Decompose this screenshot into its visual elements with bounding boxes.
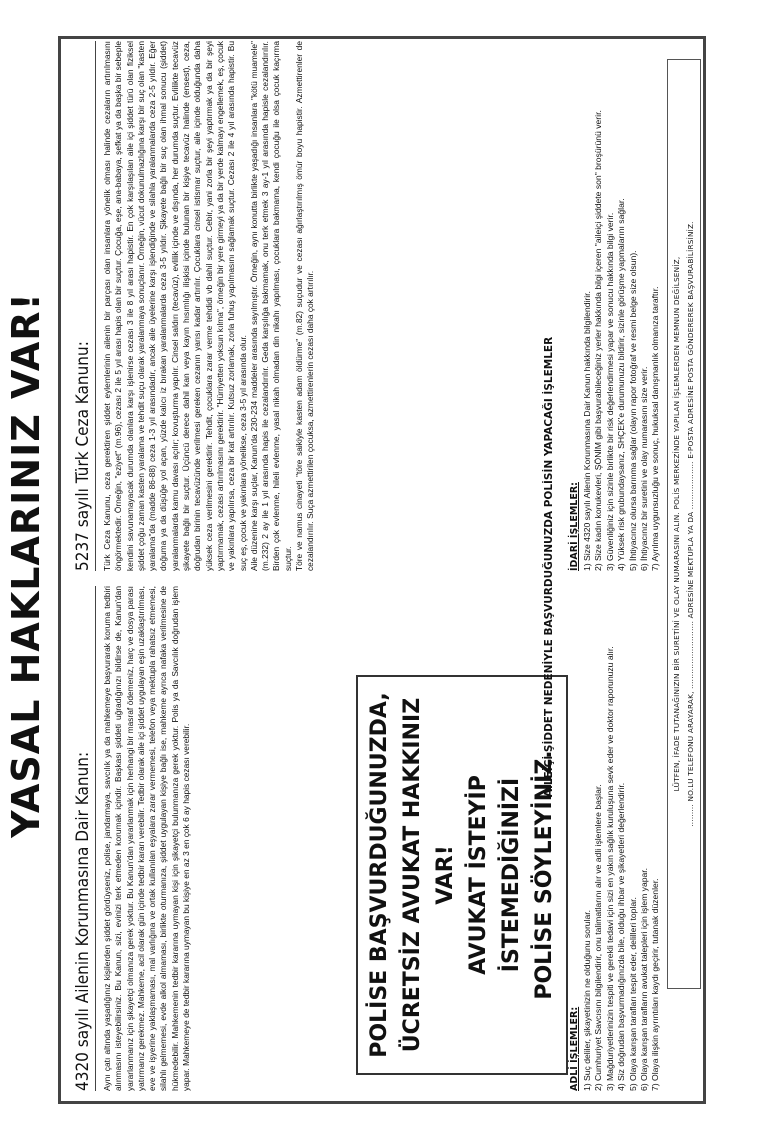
page-title: YASAL HAKLARINIZ VAR! xyxy=(4,292,48,838)
notice-line: AVUKAT İSTEYİP İSTEMEDİĞİNİZİ xyxy=(466,775,524,975)
list-item: 3) Mağduriyetlerinizin tespiti ve gerekli tedavi için sizi en yakın sağlık kuruluşuna sevk eder ve doktor raporunuzu alır. xyxy=(604,646,615,1091)
law-5237-heading: 5237 sayılı Türk Ceza Kanunu: xyxy=(73,41,96,571)
list-item: 5) İhtiyacınız olursa barınma sağlar (olayın rapor fotoğraf ve resmi belge size olsun). xyxy=(627,250,638,571)
list-item: 2) Cumhuriyet Savcısını bilgilendirir, onu talimatlarını alır ve adli işlemlere başlar. xyxy=(593,784,604,1091)
footer-line: LÜTFEN, İFADE TUTANAĞINIZIN BİR SURETİNİ VE OLAY NUMARASINI ALIN. POLİS MERKEZİNDE YAPILAN İŞLEMLERDEN MEMNUN DEĞİLSENİZ, xyxy=(672,256,681,792)
list-item: 3) Güvenliğiniz için sizinle birlikte bir risk değerlendirmesi yapar ve sonucu hakkında bilgi verir. xyxy=(604,212,615,571)
footer-line: ......... NO.LU TELEFONU ARAYARAK, ........................... ADRESİNE MEKTUPLA YA DA ................... E-POSTA ADRESİNE POSTA GÖNDEREREK BAŞVURABİLİRSİNİZ. xyxy=(686,221,695,827)
complaint-footer xyxy=(667,59,701,989)
law-5237-body: Türk Ceza Kanunu, ceza gerektiren şiddet eylemlerinin ailenin bir parçası olan insanlara yönelik olması halinde cezaların artırılmasını öngörmektedir. Örneğin, "eziyet" (m.96), cezası 2 ile 5 yıl arası hapis olan bir suçtur. Çocuğa, eşe, ana-babaya, şefkat ya da başka bir sebeple kendini savunamayacak durumda olanlara karşı işlenirse cezası 3 ile 8 yıl arası hapistir. En çok karşılaşılan aile içi şiddet türü olan fiziksel şiddet çoğu zaman kasten yaralama ve tehdit suçu olarak yaralanmaya sonuçlanır. Örneğin, vücut dokunulmazlığına karşı bir suç olan "kasten yaralama"da (madde 86-88) ceza 1-3 yıl arasındadır, ancak aile üyelerine karşı işlendiğinde ve silahla yaralanmalarda ceza 2-5 yıldır. Eğer doğuma ya da düşüğe yol açan, yüzde kalıcı iz bırakan yaralanmalarda ceza 3-5 yıldır. Şikayete bağlı bir suç olan ihmal sonucu (şiddet) yaralanmalarda kamu davası açılır; kovuşturma yapılır. Cinsel saldırı (tecavüz), evlilik içinde ve dışında, her durumda suçtur. Evlilikte tecavüz şikayete bağlı bir suçtur. Üçüncü derece dahil kan veya kayın hısımlığı ilişkisi içinde bulunan bir kişiye tecavüz halinde (ensest), ceza, doğrudan birinin tecavüzünde verilmesi gereken cezanın yarısı kadar artırılır. Çocuklara cinsel istismar suçtur, aile içinde olduğunda daha yüksek ceza verilmesini gerektirir. Tehdit, çocuklara zarar verme tehdidi vb dahil suçtur. Cebir, yani zorla bir şeyi yaptırmak ya da bir şeyi yaptırmamak, cezası artırılmasını gerektirir. "Hürriyetten yoksun kılma", örneğin bir yere girmeyi ya da bir yerde kalmayı engellemek, eş, çocuk ve yakınlara yapılırsa, ceza bir kat artırılır. Kutsuz zorlamak, zorla fuhuş yapılmasını sağlamak suçtur. Cezası 2 ile 4 yıl arasında hapistir. Bu suç eş, çocuk ve yakınlara yönelikse, ceza 3-5 yıl arasında olur. Aile düzenine karşı suçlar, Kanun'da 230-234 maddeler arasında sayılmıştır. Örneğin, aynı konutta birlikte yaşadığı insanlara "kötü muamele" (m.232) 2 ay ile 1 yıl arasında hapis ile cezalandırılır. Geda karşılığa bakmamak, onu terk etmek 3 ay-1 yıl arasında hapisle cezalandırılır. Birden çok evlenme, hileli evlenme, yasal nikah olmadan din nikahı yapılması, çocuklara bakmama, kendi çocuğu ile olsa çocuk kaçırma suçtur. Töre ve namus cinayeti "töre saikiyle kasten adam öldürme" (m.82) suçudur ve cezası ağırlaştırılmış ömür boyu hapistir. Azmettirenler de cezalandırılır. Suça azmettirilen çocuksa, azmettirenlerin cezası daha çok artırılır. xyxy=(102,41,316,571)
list-item: 5) Olaya karışan tarafları tespit eder, delilleri toplar. xyxy=(627,897,638,1091)
notice-line: POLİSE BAŞVURDUĞUNUZDA, xyxy=(367,692,392,1058)
law-4320-heading: 4320 sayılı Ailenin Korunmasına Dair Kanun: xyxy=(73,586,96,1091)
list-item: 7) Olaya ilişkin ayrıntıları kaydı geçirir, tutanak düzenler. xyxy=(650,878,661,1091)
list-item: 7) Ayrılma uygunsuzluğu ve sonuç, hukuksal danışmanlık olmanıza taraftır. xyxy=(650,286,661,571)
law-4320-body: Aynı çatı altında yaşadığınız kişilerden şiddet gördüyseniz, polise, jandarmaya, savcılık ya da mahkemeye başvurarak koruma tedbiri alınmasını isteyebilirsiniz. Bu Kanun, sizi, evinizi terk etmeden korumak içindir. Başkası şiddeti uğradığınızı bildirse de, Kanun'dan yararlanmanız için şikayetçi olmanıza gerek yoktur. Bu Kanun'dan yararlanmak için herhangi bir masraf ödemeniz, harç ve dosya parası yatırmanız gerekmez. Mahkeme, acil olarak gün içinde tedbir kararı verebilir. Tedbir olarak aile içi şiddet uygulayan eşin uzaklaştırılması, eve ve işyerine yaklaşmaması, mal varlığına ve ortak kullanılan eşyalara zarar vermemesi, telefon veya mektupla rahatsız etmemesi, silahlı gelmemesi, evde alkol almaması, birlikte oturmanıza, şiddet uygulayan kişiye bağlı ise, mahkeme ayrıca nafaka verilmesine de hükmedebilir. Mahkemenin tedbir kararına uymayan kişi için şikayetçi bulunmanıza gerek yoktur. Polis ya da Savcılık doğrudan işlem yapar. Mahkemeye de tedbir kararına uymayan bu kişiye en az 3 en çok 6 ay hapis cezası verebilir. xyxy=(102,586,192,1091)
list-item: 6) İhtiyacınız bir suretini ve olay numarasını size verir. xyxy=(639,366,650,571)
idari-list xyxy=(569,41,662,571)
notice-line: ÜCRETSİZ AVUKAT HAKKINIZ VAR! xyxy=(400,697,458,1053)
list-item: 4) Siz doğrudan başvurmadığınızda bile, olduğu ihbar ve şikayetleri değerlendirir. xyxy=(616,782,627,1091)
list-item: 4) Yüksek risk grubundaysanız, SHÇEK'e durumunuzu bildirir, sizinle görüşme yapmalarını sağlar. xyxy=(616,198,627,571)
list-item: 6) Olaya karışan tarafların avukat talepleri için işlem yapar. xyxy=(639,867,650,1091)
notice-line: POLİSE SÖYLEYİNİZ. xyxy=(532,750,557,1000)
list-item: 1) Size 4320 sayılı Ailenin Korunmasına Dair Kanun hakkında bilgilendirir. xyxy=(582,291,592,571)
adli-list xyxy=(569,586,662,1091)
free-lawyer-notice xyxy=(356,675,568,1075)
list-item: 1) Suç deliler, şikayetinizin ne olduğunu sorular. xyxy=(582,909,592,1091)
law-5237-section xyxy=(73,41,317,571)
procedures-title: AİLEİÇİ ŞİDDET NEDENİYLE BAŞVURDUĞUNUZDA POLİSİN YAPACAĞI İŞLEMLER xyxy=(543,336,555,798)
content-frame xyxy=(58,36,706,1104)
idari-heading: İDARİ İŞLEMLER: xyxy=(569,482,580,571)
list-item: 2) Size kadın konukevleri, ŞÖNİM gibi başvurabileceğiniz yerler hakkında bilgi içeren "aileiçi şiddete son" broşürünü verir. xyxy=(593,110,604,571)
adli-heading: ADLİ İŞLEMLER: xyxy=(569,1006,580,1091)
law-4320-section xyxy=(73,586,192,1091)
